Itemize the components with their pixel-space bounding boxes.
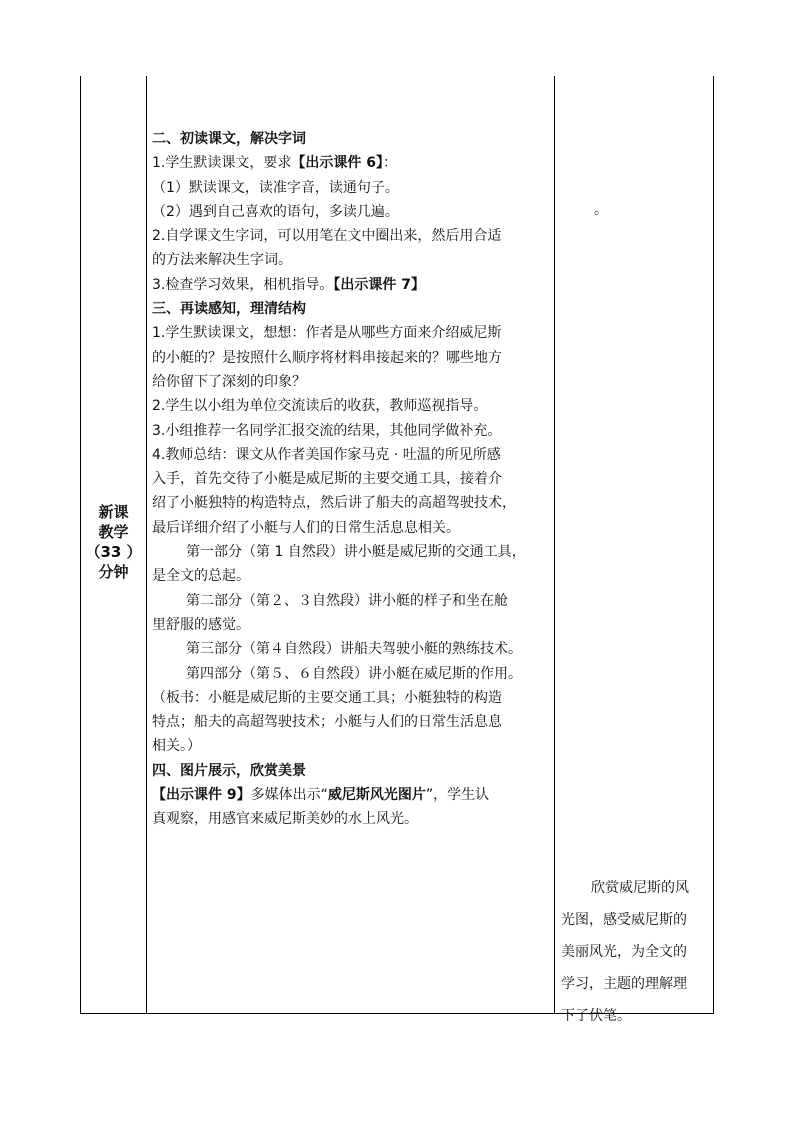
step-text: 1.学生默读课文，要求【出示课件 6】： xyxy=(152,155,397,172)
step-text: 4.教师总结：课文从作者美国作家马克 · 吐温的所见所感 xyxy=(152,446,501,463)
part-text: 第三部分（第４自然段）讲船夫驾驶小艇的熟练技术。 xyxy=(186,641,522,658)
design-note-line: 学习，主题的理解理 xyxy=(561,976,687,992)
design-note-line: 欣赏威尼斯的风 xyxy=(591,880,689,896)
part-text: 第二部分（第２、３自然段）讲小艇的样子和坐在舱 xyxy=(186,592,508,609)
step-text: 【出示课件 9】多媒体出示“威尼斯风光图片”，学生认 xyxy=(152,787,490,804)
stage-label xyxy=(81,502,146,582)
stage-label-line: 分钟 xyxy=(98,563,129,581)
teaching-content xyxy=(152,127,554,832)
emphasis-text: 威尼斯风光图片 xyxy=(327,787,426,804)
step-text: 绍了小艇独特的构造特点，然后讲了船夫的高超驾驶技术， xyxy=(152,495,516,512)
section-heading: 四、图片展示，欣赏美景 xyxy=(152,762,306,779)
step-text: （2）遇到自己喜欢的语句，多读几遍。 xyxy=(152,203,399,220)
part-text: 里舒服的感觉。 xyxy=(152,616,250,633)
part-text: 是全文的总起。 xyxy=(152,568,250,585)
section-heading: 二、初读课文，解决字词 xyxy=(152,131,306,147)
part-text: 第一部分（第 1 自然段）讲小艇是威尼斯的交通工具， xyxy=(186,544,526,561)
courseware-ref: 【出示课件 7】 xyxy=(333,276,425,293)
step-text: 3.小组推荐一名同学汇报交流的结果，其他同学做补充。 xyxy=(152,422,502,439)
step-text: 真观察，用感官来威尼斯美妙的水上风光。 xyxy=(152,811,418,828)
step-text: 1.学生默读课文，想想：作者是从哪些方面来介绍威尼斯 xyxy=(152,325,502,342)
stage-duration: （33 ） xyxy=(85,543,142,561)
design-note-mark: 。 xyxy=(594,202,608,218)
step-text: 最后详细介绍了小艇与人们的日常生活息息相关。 xyxy=(152,519,460,536)
step-text: （1）默读课文，读准字音，读通句子。 xyxy=(152,179,399,196)
design-note-line: 下了伏笔。 xyxy=(561,1008,631,1024)
table-border-col2 xyxy=(554,76,555,1013)
step-text: 给你留下了深刻的印象？ xyxy=(152,373,306,390)
step-text: 2.学生以小组为单位交流读后的收获，教师巡视指导。 xyxy=(152,398,488,415)
section-heading: 三、再读感知，理清结构 xyxy=(152,301,306,318)
step-text: 的方法来解决生字词。 xyxy=(152,252,292,269)
board-notes: 特点；船夫的高超驾驶技术；小艇与人们的日常生活息息 xyxy=(152,714,502,731)
board-notes: （板书：小艇是威尼斯的主要交通工具；小艇独特的构造 xyxy=(152,689,502,706)
step-text: 2.自学课文生字词，可以用笔在文中圈出来，然后用合适 xyxy=(152,228,502,245)
step-text: 入手，首先交待了小艇是威尼斯的主要交通工具，接着介 xyxy=(152,471,502,488)
design-intent-note xyxy=(561,872,709,1032)
board-notes: 相关。） xyxy=(152,738,201,755)
stage-label-line: 新课 xyxy=(98,503,129,521)
courseware-ref: 【出示课件 9】 xyxy=(152,787,251,804)
table-border-col1 xyxy=(146,76,147,1013)
courseware-ref: 【出示课件 6】 xyxy=(291,155,383,172)
step-text: 的小艇的？是按照什么顺序将材料串接起来的？哪些地方 xyxy=(152,349,502,366)
design-note-line: 美丽风光，为全文的 xyxy=(561,944,687,960)
design-note-line: 光图，感受威尼斯的 xyxy=(561,912,687,928)
table-border-right xyxy=(713,76,714,1013)
step-text: 3.检查学习效果，相机指导。【出示课件 7】 xyxy=(152,276,425,293)
part-text: 第四部分（第５、６自然段）讲小艇在威尼斯的作用。 xyxy=(186,665,522,682)
stage-label-line: 教学 xyxy=(98,523,129,541)
